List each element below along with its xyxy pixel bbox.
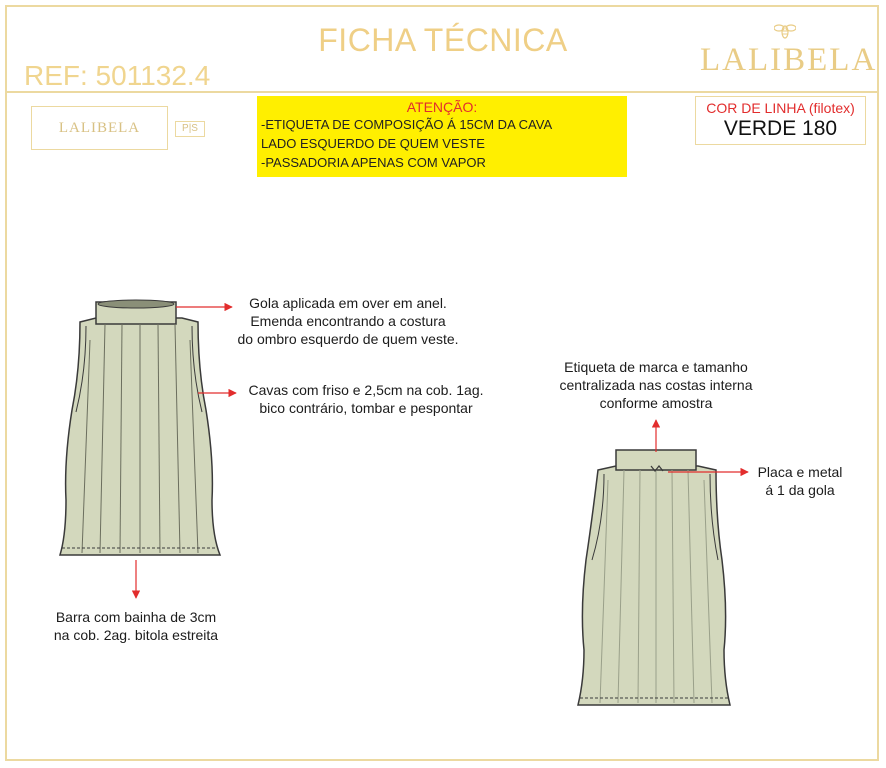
attention-line: -ETIQUETA DE COMPOSIÇÃO Á 15CM DA CAVA bbox=[261, 117, 553, 132]
attention-heading: ATENÇÃO: bbox=[406, 99, 478, 115]
note-line: bico contrário, tombar e pespontar bbox=[259, 400, 473, 416]
note-line: do ombro esquerdo de quem veste. bbox=[237, 331, 459, 347]
note-line: na cob. 2ag. bitola estreita bbox=[53, 627, 219, 643]
note-line: centralizada nas costas interna bbox=[559, 377, 753, 393]
note-line: Barra com bainha de 3cm bbox=[55, 609, 217, 625]
note-line: conforme amostra bbox=[599, 395, 713, 411]
back-view-garment bbox=[578, 450, 730, 705]
note-line: Placa e metal bbox=[757, 464, 843, 480]
note-line: Emenda encontrando a costura bbox=[250, 313, 446, 329]
brand-label-box: LALIBELA bbox=[31, 106, 168, 150]
attention-line: LADO ESQUERDO DE QUEM VESTE bbox=[261, 136, 485, 151]
collar-note bbox=[220, 294, 476, 348]
armhole-note bbox=[234, 381, 498, 417]
plate-note bbox=[748, 463, 852, 499]
attention-line: -PASSADORIA APENAS COM VAPOR bbox=[261, 155, 486, 170]
reference-code: REF: 501132.4 bbox=[24, 60, 211, 91]
note-line: Etiqueta de marca e tamanho bbox=[564, 359, 748, 375]
thread-color-value: VERDE 180 bbox=[723, 117, 838, 140]
size-label-box: P|S bbox=[175, 121, 205, 137]
brand-label-note bbox=[540, 358, 772, 412]
brand-wordmark: LALIBELA bbox=[700, 42, 878, 78]
page-title: FICHA TÉCNICA bbox=[318, 22, 568, 58]
note-line: Cavas com friso e 2,5cm na cob. 1ag. bbox=[248, 382, 484, 398]
hem-note bbox=[38, 608, 234, 644]
front-view-garment bbox=[60, 300, 220, 555]
note-line: á 1 da gola bbox=[765, 482, 835, 498]
note-line: Gola aplicada em over em anel. bbox=[249, 295, 447, 311]
thread-color-label: COR DE LINHA (filotex) bbox=[706, 100, 855, 116]
